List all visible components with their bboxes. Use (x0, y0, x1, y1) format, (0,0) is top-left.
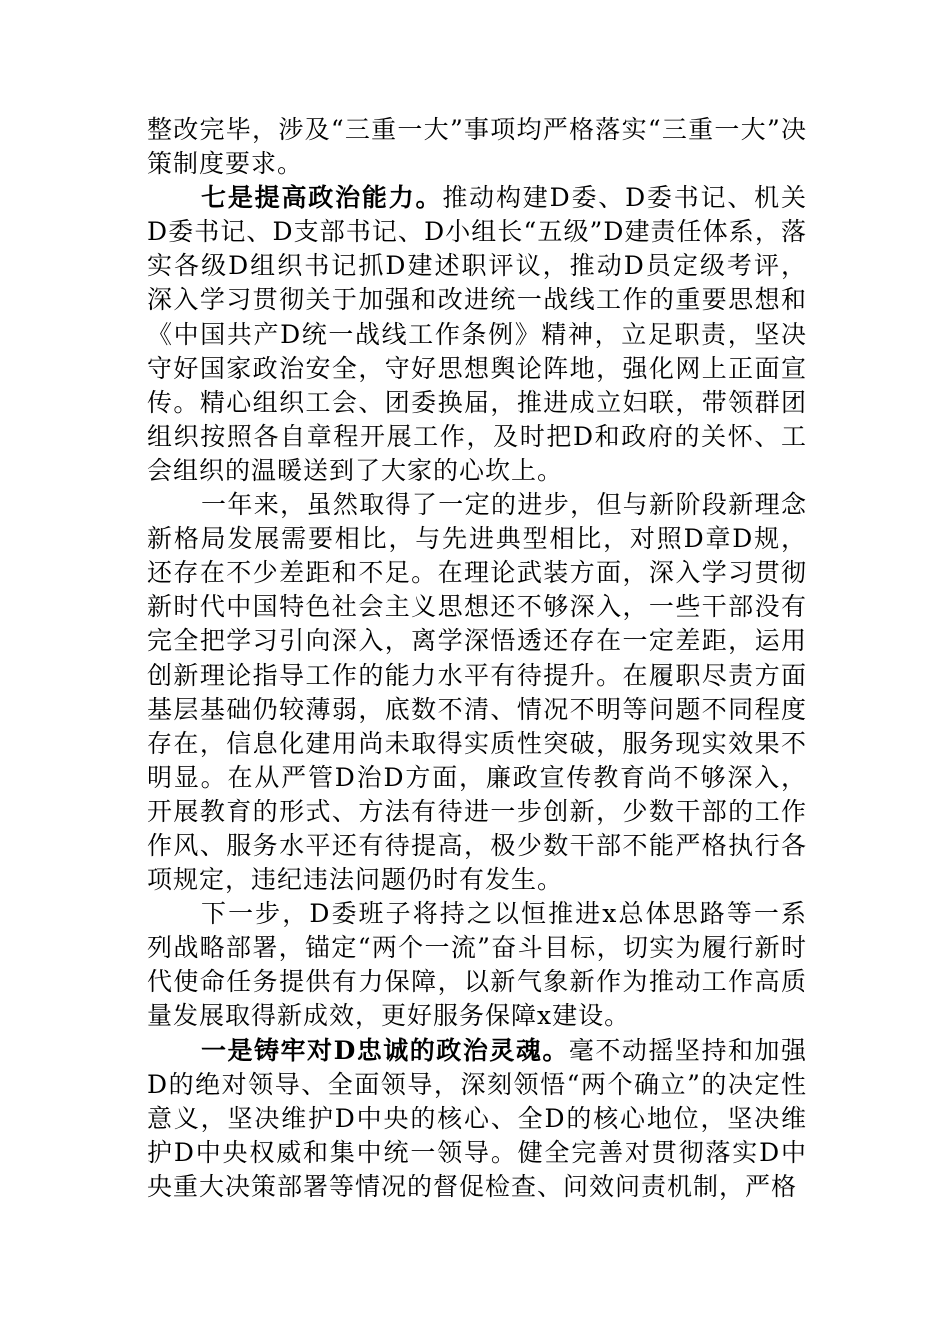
paragraph-1 (147, 113, 807, 181)
paragraph-4 (147, 897, 807, 1033)
paragraph-3-text: 一年来，虽然取得了一定的进步，但与新阶段新理念新格局发展需要相比，与先进典型相比，对照D章D规，还存在不少差距和不足。在理论武装方面，深入学习贯彻新时代中国特色社会主义思想还不够深入，一些干部没有完全把学习引向深入，离学深悟透还存在一定差距，运用创新理论指导工作的能力水平有待提升。在履职尽责方面基层基础仍较薄弱，底数不清、情况不明等问题不同程度存在，信息化建用尚未取得实质性突破，服务现实效果不明显。在从严管D治D方面，廉政宣传教育尚不够深入，开展教育的形式、方法有待进一步创新，少数干部的工作作风、服务水平还有待提高，极少数干部不能严格执行各项规定，违纪违法问题仍时有发生。 (147, 490, 807, 895)
paragraph-3 (147, 488, 807, 897)
paragraph-2-text: 推动构建D委、D委书记、机关D委书记、D支部书记、D小组长“五级”D建责任体系，落实各级D组织书记抓D建述职评议，推动D员定级考评，深入学习贯彻关于加强和改进统一战线工作的重要思想和《中国共产D统一战线工作条例》精神，立足职责，坚决守好国家政治安全，守好思想舆论阵地，强化网上正面宣传。精心组织工会、团委换届，推进成立妇联，带领群团组织按照各自章程开展工作，及时把D和政府的关怀、工会组织的温暖送到了大家的心坎上。 (147, 183, 807, 485)
paragraph-4-text: 下一步，D委班子将持之以恒推进x总体思路等一系列战略部署，锚定“两个一流”奋斗目标，切实为履行新时代使命任务提供有力保障，以新气象新作为推动工作高质量发展取得新成效，更好服务保障x建设。 (147, 899, 807, 1031)
paragraph-2-heading: 七是提高政治能力。 (201, 183, 443, 213)
paragraph-5-heading: 一是铸牢对D忠诚的政治灵魂。 (201, 1035, 569, 1065)
paragraph-1-text: 整改完毕，涉及“三重一大”事项均严格落实“三重一大”决策制度要求。 (147, 115, 807, 179)
paragraph-5 (147, 1034, 807, 1204)
paragraph-2 (147, 181, 807, 488)
document-page (147, 113, 807, 1204)
paragraph-5-text: 毫不动摇坚持和加强D的绝对领导、全面领导，深刻领悟“两个确立”的决定性意义，坚决维护D中央的核心、全D的核心地位，坚决维护D中央权威和集中统一领导。健全完善对贯彻落实D中央重大决策部署等情况的督促检查、问效问责机制，严格 (147, 1035, 807, 1201)
